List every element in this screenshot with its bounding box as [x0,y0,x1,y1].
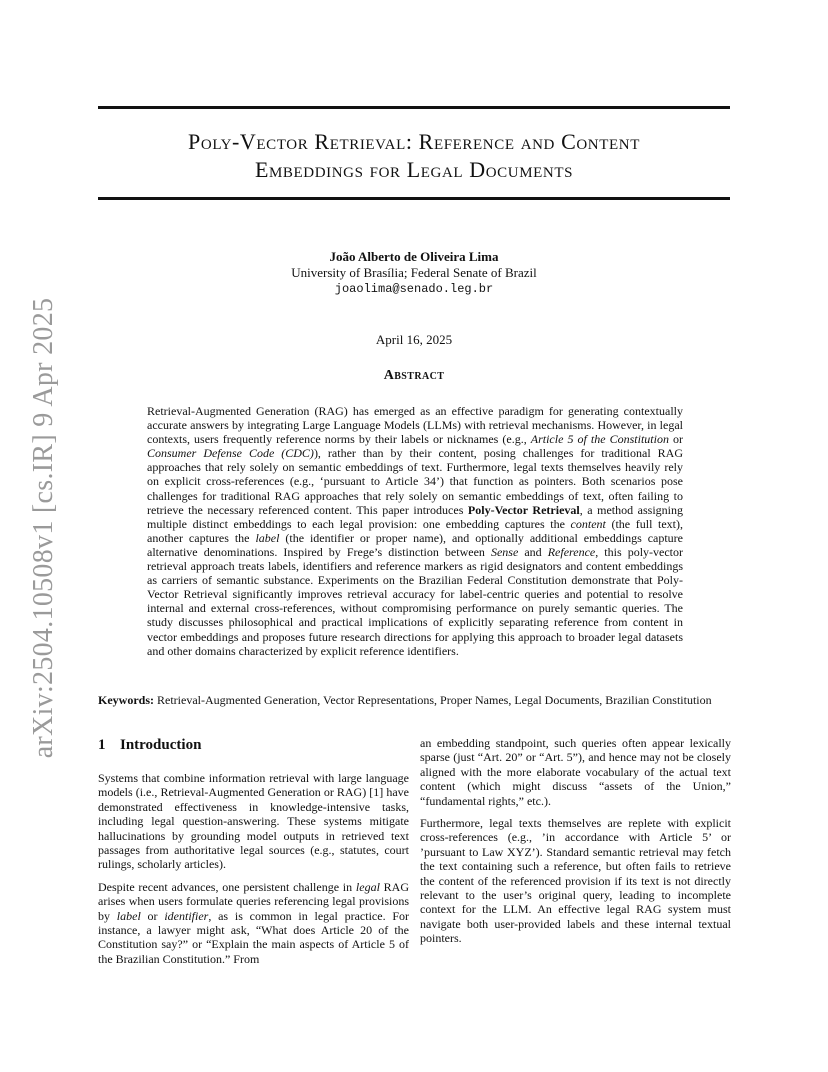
author-affiliation: University of Brasília; Federal Senate of Brazil [291,265,537,280]
section-heading-introduction [98,736,409,754]
paragraph-emphasis: label [116,908,141,923]
paragraph-text: , as is common in legal practice. For instance, a lawyer might ask, “What does Article 20 of the Constitution say?” or “Explain the main aspects of Article 5 of the Brazilian Constitution.” From [98,908,410,966]
abstract-text: ), rather than by their content, posing challenges for traditional RAG approaches that rely solely on semantic embeddings of text. Furthermore, legal texts themselves heavily rely on explicit cross-references (e.g., ‘pursuant to Article 34’) that function as pointers. Both scenarios pose challenges for traditional RAG approaches that rely solely on semantic embeddings of text, often failing to retrieve the necessary referenced content. This paper introduces [147,446,683,517]
left-column [98,736,409,974]
abstract-text: , this poly-vector retrieval approach treats labels, identifiers and reference markers as rigid designators and content embeddings as carriers of semantic substance. Experiments on the Brazilian Federal Constitution demonstrate that Poly-Vector Retrieval significantly improves retrieval accuracy for label-centric queries and potential to resolve internal and external cross-references, without compromising performance on purely semantic queries. The study discusses philosophical and practical implications of explicitly separating reference from content in vector embeddings and proposes future research directions for applying this approach to broader legal datasets and other domains characterized by explicit reference identifiers. [147,544,684,658]
title-line-2: Embeddings for Legal Documents [254,157,574,182]
abstract-emphasis: label [255,530,280,545]
keywords [98,693,730,708]
abstract-emphasis: Reference [547,544,596,559]
arxiv-identifier-stamp: arXiv:2504.10508v1 [cs.IR] 9 Apr 2025 [28,297,59,759]
abstract-emphasis: content [570,516,606,531]
paragraph-emphasis: legal [355,879,380,894]
abstract-emphasis: Sense [490,544,519,559]
author-block [98,249,730,297]
abstract-emphasis: Article 5 of the Constitution [530,432,669,447]
title-line-1: Poly-Vector Retrieval: Reference and Content [188,129,640,154]
title-top-rule [98,106,730,109]
paragraph-text: RAG arises when users formulate queries referencing legal provisions by [98,879,410,923]
paragraph-text: or [140,908,165,923]
section-title: Introduction [120,737,202,753]
author-email: joaolima@senado.leg.br [334,282,494,296]
section-number: 1 [98,737,106,753]
abstract-method-name: Poly-Vector Retrieval [467,502,580,517]
intro-paragraph-2-continued: an embedding standpoint, such queries often appear lexically sparse (just “Art. 20” or “Art. 5”), and hence may not be closely aligned with the more elaborate vocabulary of the actual text content (which might discuss “assets of the Union,” “fundamental rights,” etc.). [420,736,731,808]
intro-paragraph-3: Furthermore, legal texts themselves are replete with explicit cross-references (e.g., ’in accordance with Article 5’ or ’pursuant to Law XYZ’). Standard semantic retrieval may fetch the text containing such a reference, but often fails to retrieve the content of the referenced provision if its text is not directly relevant to the user’s original query, leading to incomplete context for the LLM. An effective legal RAG system must navigate both user-provided labels and these internal textual pointers. [420,816,731,946]
intro-paragraph-1: Systems that combine information retrieval with large language models (i.e., Retrieval-Augmented Generation or RAG) [1] have demonstrated effectiveness in knowledge-intensive tasks, including legal question-answering. These systems mitigate hallucinations by grounding model outputs in retrieved text passages from authoritative legal sources (e.g., statutes, court rulings, scholarly articles). [98,771,409,872]
abstract-heading: Abstract [383,368,445,383]
right-column [420,736,731,954]
author-name: João Alberto de Oliveira Lima [329,249,499,264]
abstract-text: (the full text), another captures the [147,516,683,545]
keywords-list: Retrieval-Augmented Generation, Vector Representations, Proper Names, Legal Documents, Brazilian Constitution [154,693,712,707]
paper-date: April 16, 2025 [375,332,453,347]
abstract-text: Retrieval-Augmented Generation (RAG) has emerged as an effective paradigm for generating contextually accurate answers by integrating Large Language Models (LLMs) with retrieval mechanisms. However, in legal contexts, users frequently reference norms by their labels or nicknames (e.g., [147,404,683,447]
paragraph-text: Despite recent advances, one persistent challenge in [98,879,356,894]
keywords-label: Keywords: [98,693,154,707]
abstract-text: or [668,432,683,447]
paragraph-emphasis: identifier [164,908,209,923]
abstract-emphasis: Consumer Defense Code (CDC) [147,446,314,461]
abstract-body [147,404,683,658]
paper-title [98,128,730,184]
abstract-text: , a method assigning multiple distinct embeddings to each legal provision: one embedding captures the [147,502,683,531]
intro-paragraph-2-start [98,880,409,966]
abstract-text: (the identifier or proper name), and optionally additional embeddings capture alternative denominations. Inspired by Frege’s distinction between [147,530,683,559]
abstract-text: and [518,544,548,559]
title-bottom-rule [98,197,730,200]
